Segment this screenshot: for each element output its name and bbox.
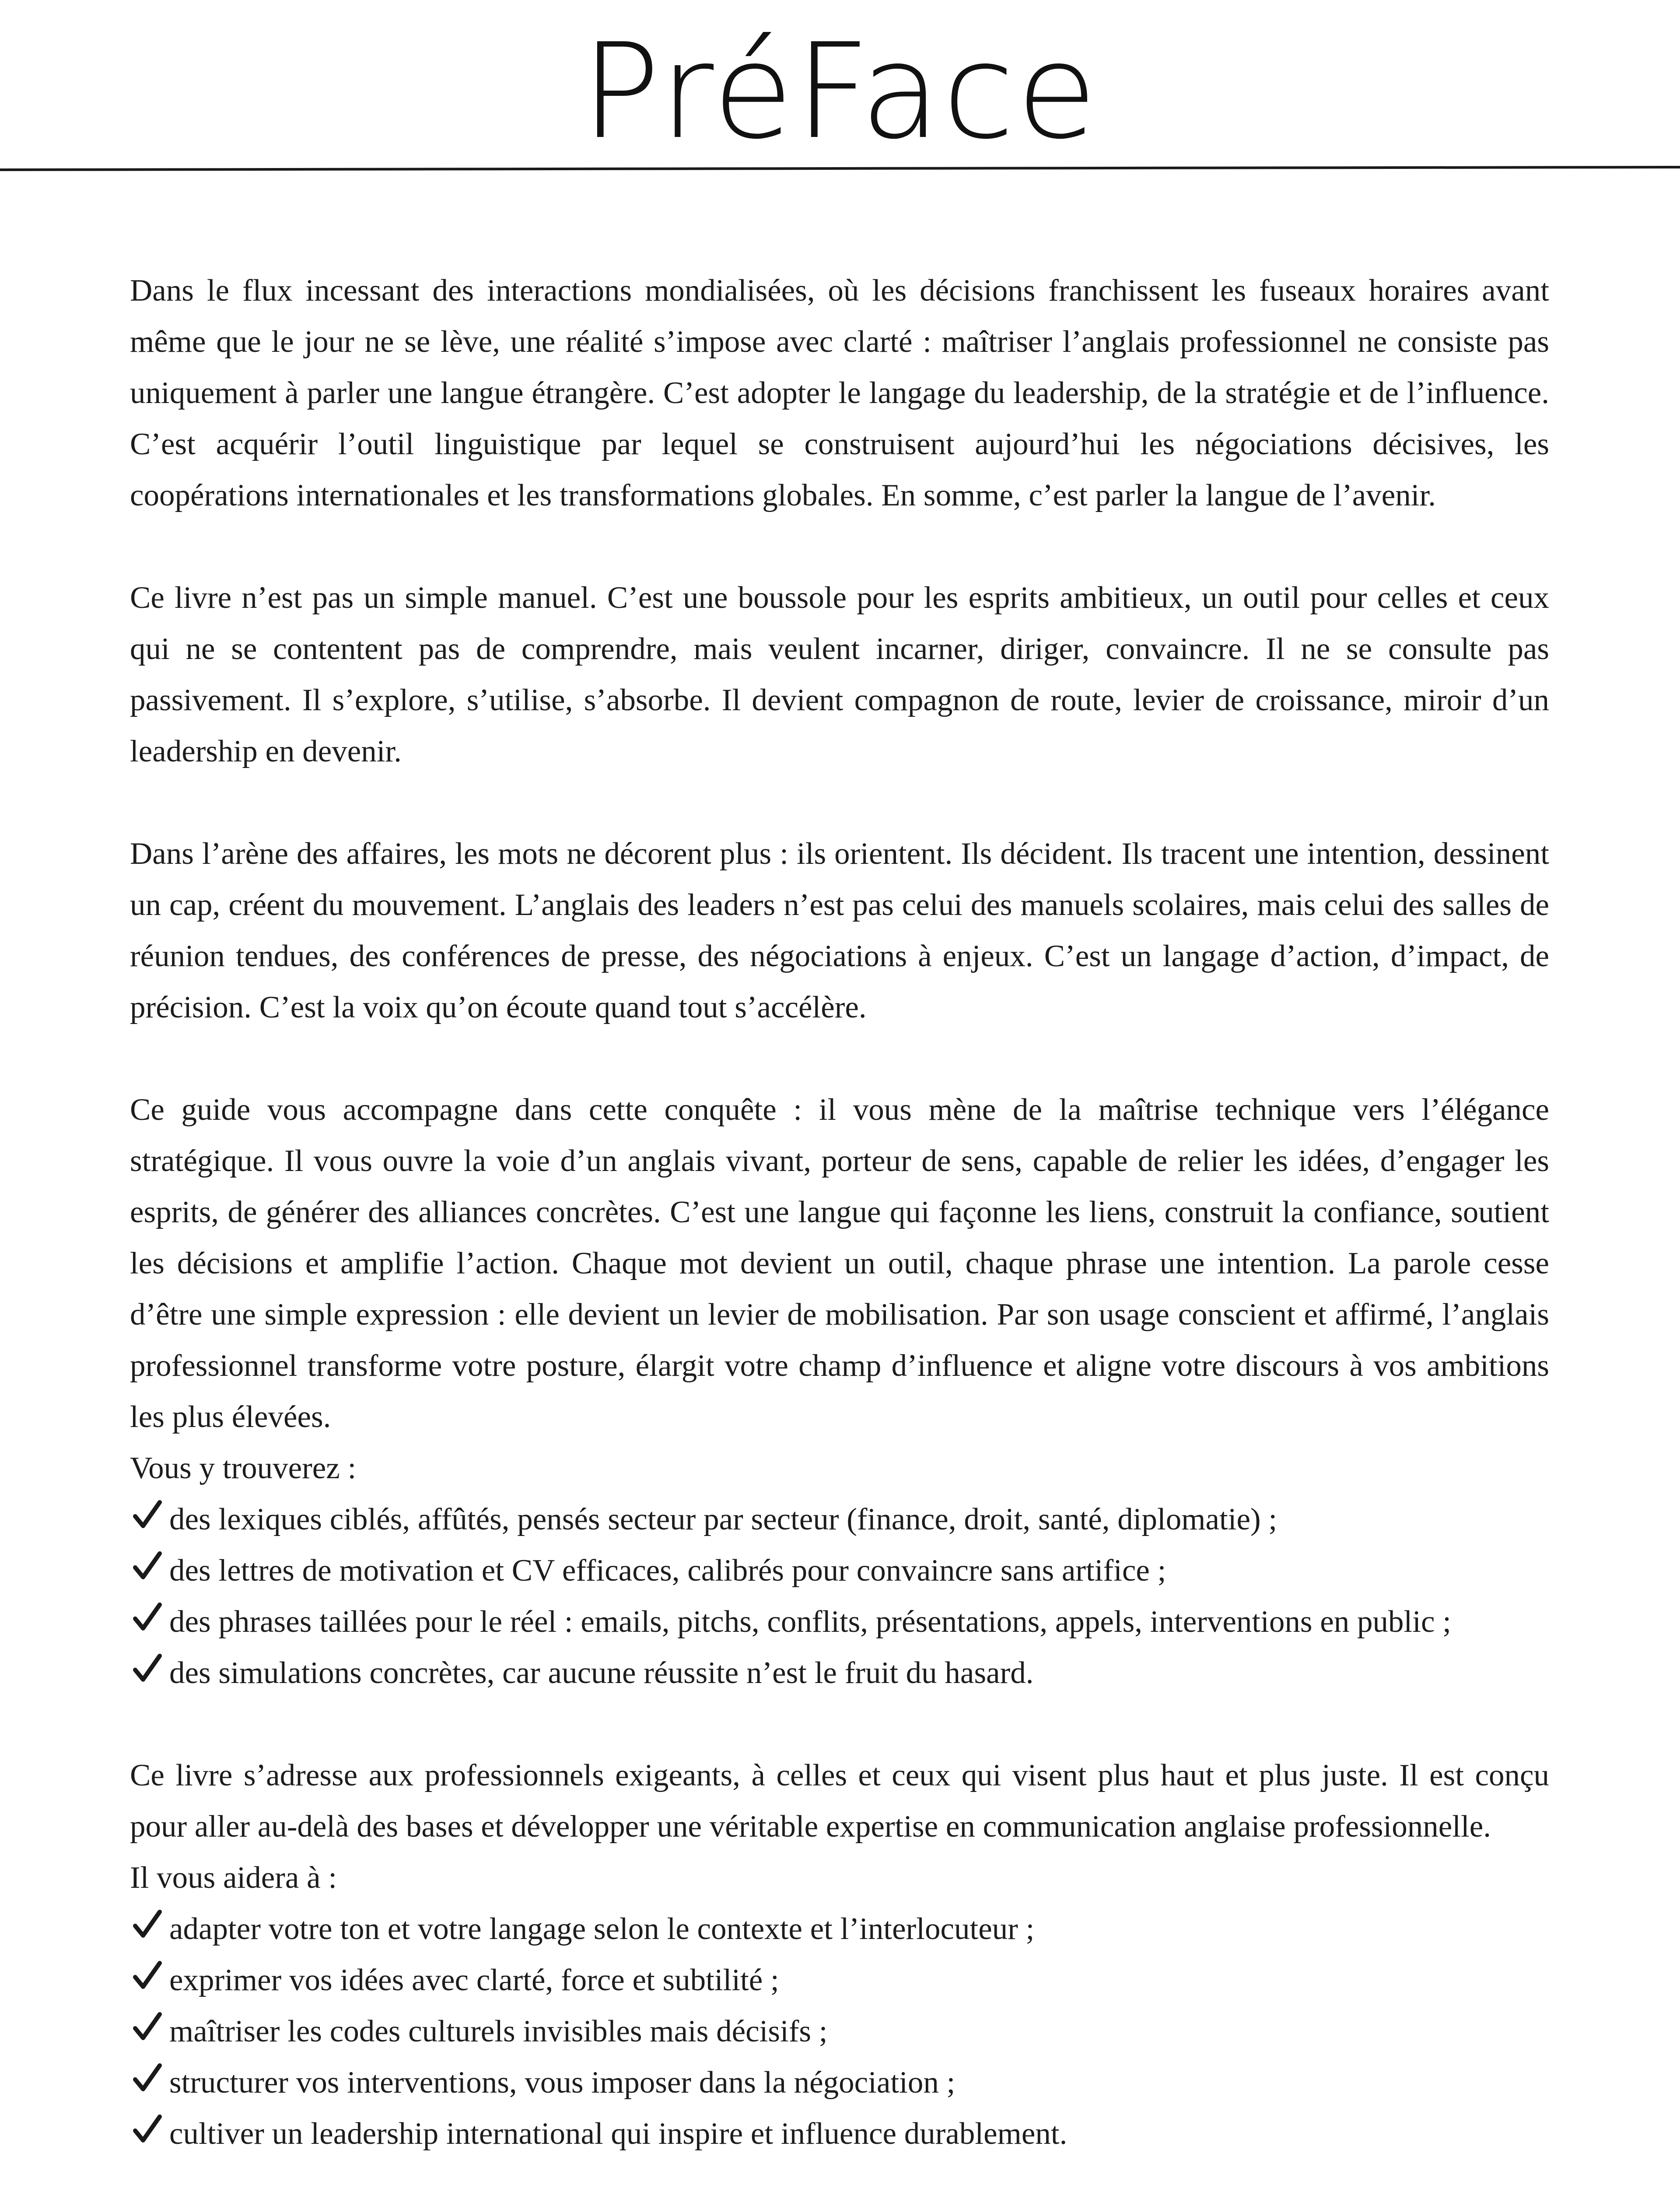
list-item xyxy=(130,1955,1549,2006)
list-item xyxy=(130,1596,1549,1648)
list-item xyxy=(130,2057,1549,2108)
check-icon xyxy=(130,1958,165,1993)
preface-body xyxy=(130,265,1549,2160)
list-item-text: des lexiques ciblés, affûtés, pensés secteur par secteur (finance, droit, santé, diplomatie) ; xyxy=(169,1502,1278,1536)
paragraph-1: Dans le flux incessant des interactions mondialisées, où les décisions franchissent les fuseaux horaires avant même que le jour ne se lève, une réalité s’impose avec clarté : maîtriser l’anglais professionnel ne consiste pas uniquement à parler une langue étrangère. C’est adopter le langage du leadership, de la stratégie et de l’influence. C’est acquérir l’outil linguistique par lequel se construisent aujourd’hui les négociations décisives, les coopérations internationales et les transformations globales. En somme, c’est parler la langue de l’avenir. xyxy=(130,274,1549,512)
paragraph-4: Ce guide vous accompagne dans cette conquête : il vous mène de la maîtrise technique vers l’élégance stratégique. Il vous ouvre la voie d’un anglais vivant, porteur de sens, capable de relier les idées, d’engager les esprits, de générer des alliances concrètes. C’est une langue qui façonne les liens, construit la confiance, soutient les décisions et amplifie l’action. Chaque mot devient un outil, chaque phrase une intention. La parole cesse d’être une simple expression : elle devient un levier de mobilisation. Par son usage conscient et affirmé, l’anglais professionnel transforme votre posture, élargit votre champ d’influence et aligne votre discours à vos ambitions les plus élevées. xyxy=(130,1093,1549,1434)
list-item xyxy=(130,1494,1549,1545)
list-item xyxy=(130,2108,1549,2160)
list-item xyxy=(130,1648,1549,1699)
list-item-text: cultiver un leadership international qui inspire et influence durablement. xyxy=(169,2117,1068,2151)
check-icon xyxy=(130,1907,165,1942)
list-1 xyxy=(130,1494,1549,1699)
check-icon xyxy=(130,1599,165,1634)
list-item-text: des lettres de motivation et CV efficaces, calibrés pour convaincre sans artifice ; xyxy=(169,1553,1166,1588)
list-item-text: des phrases taillées pour le réel : emails, pitchs, conflits, présentations, appels, interventions en public ; xyxy=(169,1605,1451,1639)
list-item-text: des simulations concrètes, car aucune réussite n’est le fruit du hasard. xyxy=(169,1656,1034,1690)
list-2 xyxy=(130,1904,1549,2160)
check-icon xyxy=(130,1497,165,1532)
page-title: PréFace xyxy=(581,15,1099,168)
check-icon xyxy=(130,2111,165,2146)
paragraph-2: Ce livre n’est pas un simple manuel. C’est une boussole pour les esprits ambitieux, un outil pour celles et ceux qui ne se contentent pas de comprendre, mais veulent incarner, diriger, convaincre. Il ne se consulte pas passivement. Il s’explore, s’utilise, s’absorbe. Il devient compagnon de route, levier de croissance, miroir d’un leadership en devenir. xyxy=(130,581,1549,768)
list-item-text: maîtriser les codes culturels invisibles mais décisifs ; xyxy=(169,2014,828,2048)
list-item xyxy=(130,1904,1549,1955)
list-item xyxy=(130,2006,1549,2057)
list-item xyxy=(130,1545,1549,1596)
list-item-text: exprimer vos idées avec clarté, force et subtilité ; xyxy=(169,1963,779,1997)
paragraph-5: Ce livre s’adresse aux professionnels exigeants, à celles et ceux qui visent plus haut et plus juste. Il est conçu pour aller au-delà des bases et développer une véritable expertise en communication anglaise professionnelle. xyxy=(130,1758,1549,1844)
check-icon xyxy=(130,1651,165,1686)
check-icon xyxy=(130,1548,165,1583)
list-item-text: structurer vos interventions, vous imposer dans la négociation ; xyxy=(169,2065,956,2100)
check-icon xyxy=(130,2060,165,2095)
list-item-text: adapter votre ton et votre langage selon le contexte et l’interlocuteur ; xyxy=(169,1912,1035,1946)
check-icon xyxy=(130,2009,165,2044)
list-1-intro: Vous y trouverez : xyxy=(130,1451,357,1485)
list-2-intro: Il vous aidera à : xyxy=(130,1861,337,1895)
paragraph-3: Dans l’arène des affaires, les mots ne décorent plus : ils orientent. Ils décident. Ils tracent une intention, dessinent un cap, créent du mouvement. L’anglais des leaders n’est pas celui des manuels scolaires, mais celui des salles de réunion tendues, des conférences de presse, des négociations à enjeux. C’est un langage d’action, d’impact, de précision. C’est la voix qu’on écoute quand tout s’accélère. xyxy=(130,837,1549,1024)
